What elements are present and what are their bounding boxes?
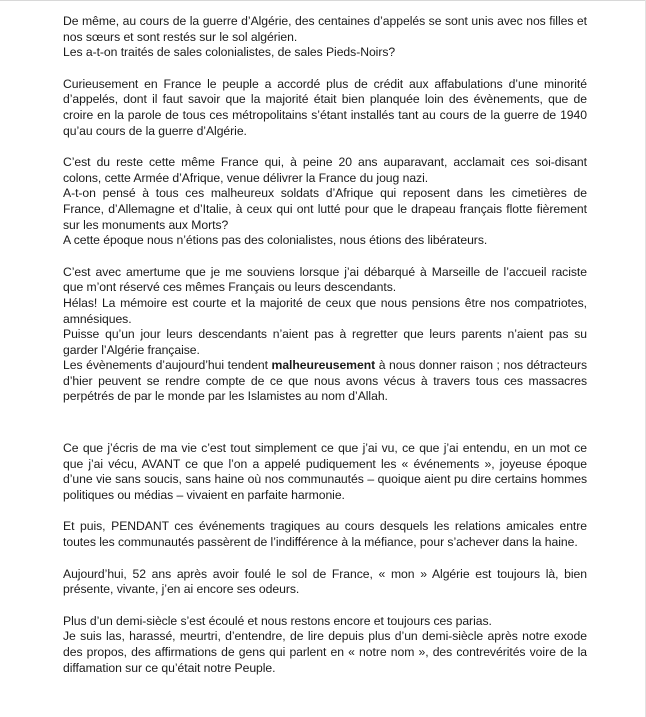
page-top-border (0, 0, 646, 1)
paragraph-line: Curieusement en France le peuple a accordé plus de crédit aux affabulations d’une minorité d’appelés, dont il faut savoir que la majorité était bien planquée loin des évènements, que de croire en la parole de tous ces métropolitains s’étant installés tant au cours de la guerre de 1940 qu’au cours de la guerre d’Algérie. (63, 76, 587, 138)
paragraph-line-with-emphasis (63, 358, 587, 405)
paragraph-7 (63, 567, 587, 598)
paragraph-line: C’est du reste cette même France qui, à peine 20 ans auparavant, acclamait ces soi-disant colons, cette Armée d’Afrique, venue délivrer la France du joug nazi. (63, 155, 587, 185)
paragraph-line: Je suis las, harassé, meurtri, d’entendre, de lire depuis plus d’un demi-siècle après notre exode des propos, des affirmations de gens qui parlent en « notre nom », des contrevérités voire de la diffamation sur ce qu’était notre Peuple. (63, 629, 587, 675)
emphasized-word: malheureusement (271, 358, 376, 373)
paragraph-line: Aujourd’hui, 52 ans après avoir foulé le sol de France, « mon » Algérie est toujours là, bien présente, vivante, j’en ai encore ses odeurs. (63, 566, 587, 597)
paragraph-3 (63, 155, 587, 249)
paragraph-1 (63, 14, 587, 61)
paragraph-line: Puisse qu’un jour leurs descendants n’aient pas à regretter que leurs parents n’aient pas su garder l’Algérie française. (63, 327, 587, 357)
paragraph-line: A-t-on pensé à tous ces malheureux soldats d’Afrique qui reposent dans les cimetières de France, d’Allemagne et d’Italie, à ceux qui ont lutté pour que le drapeau français flotte fièrement sur les monuments aux Morts? (63, 186, 587, 232)
document-body (63, 14, 587, 692)
paragraph-5 (63, 441, 587, 503)
text-after-emphasis: à nous donner raison ; nos détracteurs d’hier peuvent se rendre compte de ce que nous avons vécus à travers tous ces massacres perpétrés de par le monde par les Islamistes au nom d’Allah. (63, 358, 587, 404)
paragraph-line: A cette époque nous n’étions pas des colonialistes, nous étions des libérateurs. (63, 233, 488, 248)
paragraph-line: De même, au cours de la guerre d’Algérie, des centaines d’appelés se sont unis avec nos filles et nos sœurs et sont restés sur le sol algérien. (63, 14, 587, 44)
paragraph-line: C’est avec amertume que je me souviens lorsque j’ai débarqué à Marseille de l’accueil raciste que m’ont réservé ces mêmes Français ou leurs descendants. (63, 264, 587, 295)
paragraph-6 (63, 519, 587, 550)
paragraph-8 (63, 614, 587, 676)
paragraph-line: Plus d’un demi-siècle s’est écoulé et nous restons encore et toujours ces parias. (63, 613, 492, 628)
paragraph-line: Hélas! La mémoire est courte et la majorité de ceux que nous pensions être nos compatriotes, amnésiques. (63, 295, 587, 326)
paragraph-4 (63, 265, 587, 405)
text-before-emphasis: Les évènements d’aujourd’hui tendent (63, 358, 272, 373)
paragraph-line: Ce que j’écris de ma vie c’est tout simplement ce que j’ai vu, ce que j’ai entendu, en un mot ce que j’ai vécu, AVANT ce que l’on a appelé pudiquement les « événements », joyeuse époque d’une vie sans soucis, sans haine où nos communautés – quoique aient pu dire certains hommes politiques ou médias – vivaient en parfaite harmonie. (63, 441, 587, 502)
paragraph-2 (63, 77, 587, 139)
paragraph-line: Les a-t-on traités de sales colonialistes, de sales Pieds-Noirs? (63, 45, 396, 60)
paragraph-line: Et puis, PENDANT ces événements tragiques au cours desquels les relations amicales entre toutes les communautés passèrent de l’indifférence à la méfiance, pour s’achever dans la haine. (63, 519, 587, 550)
